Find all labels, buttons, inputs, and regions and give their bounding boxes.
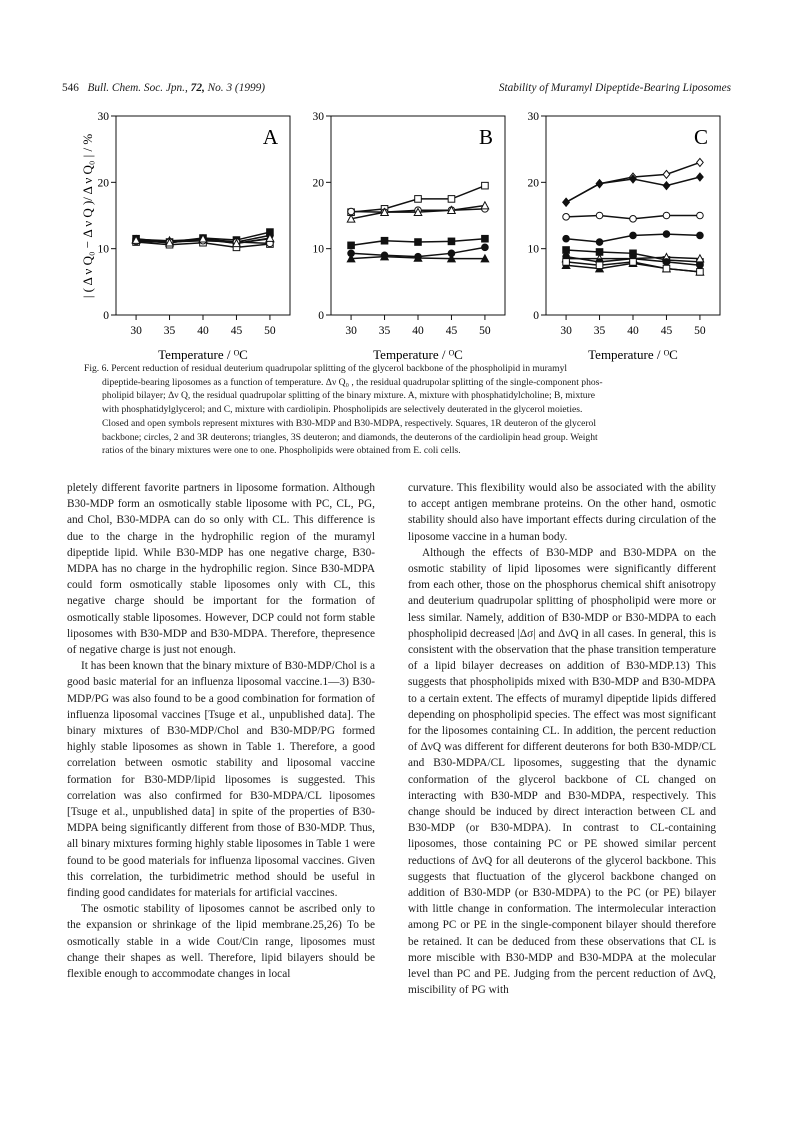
- panel-label: A: [262, 125, 278, 149]
- data-point: [482, 235, 489, 242]
- running-title: Stability of Muramyl Dipeptide-Bearing Liposomes: [498, 82, 731, 94]
- x-tick-label: 45: [445, 325, 458, 337]
- chart-panel-c: [528, 111, 721, 362]
- caption-line: dipeptide-bearing liposomes as a function of temperature. Δν Q₀ , the residual quadrupolar splitting of the single-component phos-: [102, 376, 603, 388]
- data-point: [415, 196, 422, 203]
- data-point: [596, 262, 603, 269]
- y-tick-label: 0: [103, 310, 109, 322]
- data-point: [596, 212, 603, 219]
- x-axis-label: Temperature / ᴼC: [373, 347, 463, 362]
- x-tick-label: 30: [560, 325, 572, 337]
- paragraph: curvature. This flexibility would also be associated with the ability to accept antigen membrane proteins. On the other hand, osmotic stability should also have important effects during circulation of the liposome vaccine in a human body.: [408, 482, 716, 543]
- paragraph: The osmotic stability of liposomes cannot be ascribed only to the expansion or shrinkage of the lipid membrane.25,26) To be osmotically stable in a wide Cout/Cin range, liposomes must change their shapes as well. Therefore, lipid bilayers should be flexible enough to accommodate changes in local: [67, 903, 375, 981]
- caption-line: ratios of the binary mixtures were one to one. Phospholipids were obtained from E. coli cells.: [102, 445, 461, 457]
- data-point: [415, 239, 422, 246]
- data-point: [663, 182, 670, 190]
- data-point: [563, 247, 570, 254]
- panel-label: B: [478, 125, 493, 149]
- data-point: [381, 237, 388, 244]
- paragraph: Although the effects of B30-MDP and B30-MDPA on the osmotic stability of lipid liposomes were significantly different from each other, those on the phosphorus chemical shift anisotropy and deuterium quadrupolar splitting of phospholipid were more or less similar. Namely, addition of B30-MDP or B30-MDPA to each phospholipid decreased |Δσ| and ΔνQ in all cases. In general, this is consistent with the observation that the phase transition temperature of a lipid bilayer decreases on addition of B30-MDP.13) This suggests that phospholipids mixed with B30-MDP and B30-MDPA to a certain extent. The effects of muramyl dipeptide lipids differed depending on phospholipid species. The effect was most significant for the liposomes containing CL. In addition, the percent reduction of ΔνQ was different for different deuterons for both B30-MDP/CL and B30-MDPA/CL liposomes, suggesting that the dynamic conformation of the glycerol backbone of CL changed on interacting with B30-MDP and B30-MDPA, respectively. This change should be induced by direct interaction between CL and B30-MDP (or B30-MDPA). In contrast to CL-containing liposomes, those containing PC or PE showed similar percent reductions of ΔνQ for all deuterons of the glycerol backbone. This suggests that fluctuation of the glycerol backbone changed on addition of B30-MDP (or B30-MDPA) to the PC (or PE) bilayer with little change in conformation. The intermolecular interaction among PC or PE in the single-component bilayer should therefore be retained. It can be deduced from these observations that CL is more miscible with B30-MDP and B30-MDPA at the molecular level than PC and PE. Judging from the percent reduction of ΔνQ, miscibility of PG with: [408, 546, 716, 997]
- data-point: [348, 242, 355, 249]
- left-column: [67, 480, 375, 982]
- data-point: [448, 196, 455, 203]
- y-tick-label: 30: [97, 111, 109, 123]
- page-header: [62, 82, 731, 98]
- figure-6: [0, 100, 793, 362]
- data-point: [697, 158, 704, 166]
- y-tick-label: 10: [527, 243, 539, 256]
- x-tick-label: 30: [345, 325, 357, 337]
- x-tick-label: 35: [163, 325, 176, 337]
- data-point: [697, 212, 704, 219]
- y-tick-label: 10: [312, 243, 324, 256]
- x-tick-label: 50: [479, 325, 491, 337]
- journal-name: Bull. Chem. Soc. Jpn.,: [87, 82, 188, 94]
- x-axis-label: Temperature / ᴼC: [588, 347, 678, 362]
- caption-line: Closed and open symbols represent mixtures with B30-MDP and B30-MDPA, respectively. Squares, 1R deuteron of the glycerol: [102, 417, 597, 429]
- data-point: [563, 235, 570, 242]
- data-point: [596, 239, 603, 246]
- figure-caption: [84, 362, 724, 458]
- data-point: [482, 182, 489, 189]
- x-tick-label: 50: [694, 325, 706, 337]
- y-tick-label: 0: [533, 310, 539, 322]
- x-tick-label: 45: [660, 325, 673, 337]
- data-point: [448, 238, 455, 245]
- header-left: [62, 82, 265, 94]
- y-tick-label: 20: [527, 177, 539, 190]
- x-tick-label: 40: [197, 325, 209, 337]
- data-point: [630, 259, 637, 266]
- data-point: [563, 214, 570, 221]
- data-point: [697, 173, 704, 181]
- x-tick-label: 40: [412, 325, 424, 337]
- data-point: [348, 208, 355, 215]
- data-point: [630, 232, 637, 239]
- chart-panel-b: [313, 111, 506, 362]
- x-tick-label: 40: [627, 325, 639, 337]
- caption-line: pholipid bilayer; Δν Q, the residual quadrupolar splitting of the binary mixture. A, mixture with phosphatidylcholine; B, mixture: [102, 390, 596, 402]
- data-point: [697, 232, 704, 239]
- caption-line: with phosphatidylglycerol; and C, mixture with cardiolipin. Phospholipids are selectively deuterated in the glycerol moieties.: [102, 404, 583, 416]
- data-point: [663, 212, 670, 219]
- paragraph: It has been known that the binary mixture of B30-MDP/Chol is a good basic material for an influenza liposomal vaccine.1—3) B30-MDP/PG was also found to be a good combination for formation of influenza liposomal vaccines [Tsuge et al., unpublished data]. The binary mixtures of B30-MDP/Chol and B30-MDP/PG formed highly stable liposomes as shown in Table 1. Therefore, a good correlation between osmotic stability and liposomal vaccine formation for B30-MDP/lipid liposomes is suggested. This correlation was also confirmed for B30-MDPA/CL liposomes [Tsuge et al., unpublished data] in spite of the properties of B30-MDPA being significantly different from those of B30-MDP. Thus, all binary mixtures forming highly stable liposomes in Table 1 were found to be good materials for influenza liposomal vaccines. Given this correlation, the turbidimetric method should be useful in finding good candidates for materials for artificial vaccines.: [67, 660, 375, 900]
- x-tick-label: 35: [378, 325, 391, 337]
- chart-panel-a: [98, 111, 291, 362]
- panel-label: C: [693, 125, 708, 149]
- x-tick-label: 50: [264, 325, 276, 337]
- data-point: [563, 198, 570, 206]
- caption-line: Fig. 6. Percent reduction of residual deuterium quadrupolar splitting of the glycerol backbone of the phospholipid in muramyl: [84, 363, 568, 374]
- y-axis-label: | ( Δ ν Q₀ − Δ ν Q )/ Δ ν Q₀ | / %: [80, 133, 95, 299]
- data-point: [482, 244, 489, 251]
- paragraph: pletely different favorite partners in liposome formation. Although B30-MDP form an osmotically stable liposome with PC, CL, PG, and Chol, B30-MDPA can do so only with CL. This difference is due to the charge in the hydrophilic region of the muramyl dipeptide lipid. While B30-MDP has one negative charge, B30-MDPA has no charge in the hydrophilic region. Since B30-MDPA could form osmotically stable liposomes only with CL, this negative charge should be important for the formation of osmotically stable liposomes. However, DCP could not form stable liposomes with B30-MDP and B30-MDPA. Therefore, thepresence of negative charge is just not enough.: [67, 482, 375, 657]
- caption-line: backbone; circles, 2 and 3R deuterons; triangles, 3S deuteron; and diamonds, the deuterons of the cardiolipin head group. Weight: [102, 431, 598, 443]
- y-tick-label: 30: [312, 111, 324, 123]
- data-point: [663, 231, 670, 238]
- y-tick-label: 0: [318, 310, 324, 322]
- journal-volume: 72,: [190, 82, 205, 94]
- page-number: 546: [62, 82, 79, 94]
- x-tick-label: 30: [130, 325, 142, 337]
- data-point: [596, 180, 603, 188]
- y-tick-label: 20: [97, 177, 109, 190]
- data-point: [663, 265, 670, 272]
- y-tick-label: 10: [97, 243, 109, 256]
- x-tick-label: 35: [593, 325, 606, 337]
- data-point: [563, 259, 570, 266]
- data-point: [663, 170, 670, 178]
- journal-issue: No. 3 (1999): [207, 82, 266, 94]
- x-axis-label: Temperature / ᴼC: [158, 347, 248, 362]
- data-point: [697, 269, 704, 276]
- y-tick-label: 20: [312, 177, 324, 190]
- x-tick-label: 45: [230, 325, 243, 337]
- y-tick-label: 30: [527, 111, 539, 123]
- right-column: [408, 480, 716, 999]
- data-point: [630, 216, 637, 223]
